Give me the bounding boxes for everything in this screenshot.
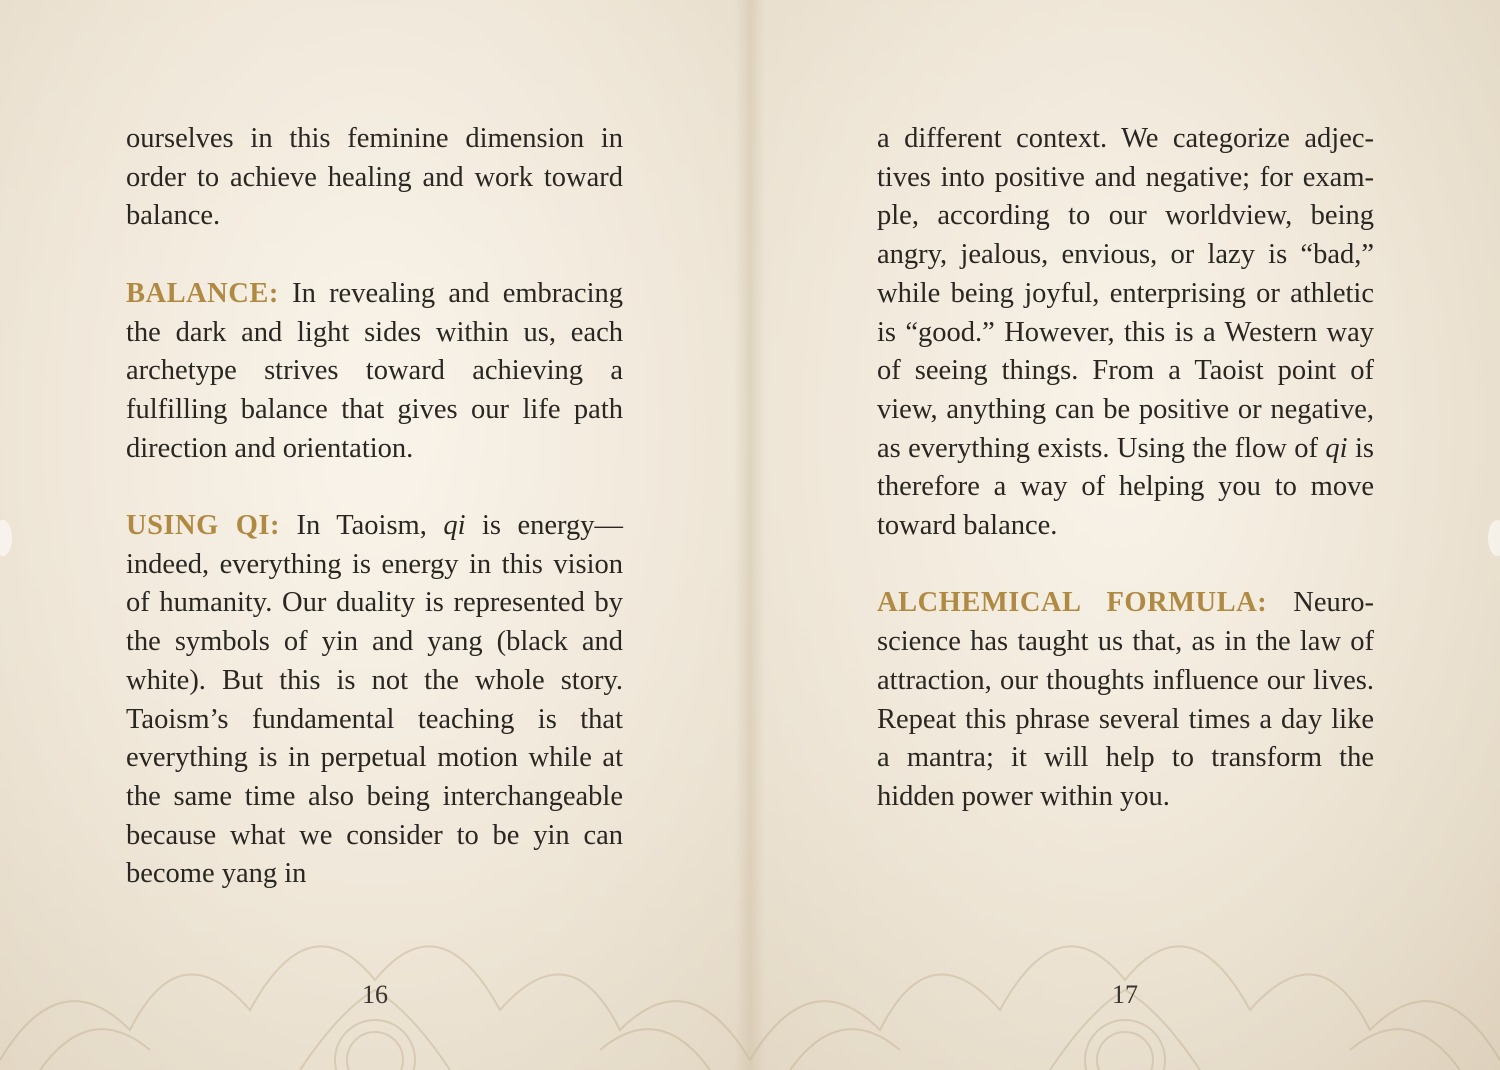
page-number-left: 16 — [362, 980, 388, 1009]
intro-paragraph: ourselves in this feminine dimension in order to achieve healing and work toward balance. — [126, 123, 623, 232]
page-number-right: 17 — [1112, 980, 1138, 1009]
right-text-block — [877, 120, 1374, 855]
using-qi-paragraph — [126, 507, 623, 894]
left-text-block — [126, 120, 623, 933]
page-notch — [1488, 520, 1500, 556]
using-qi-heading: USING QI: — [126, 510, 281, 541]
using-qi-italic: qi — [443, 510, 466, 541]
continuation-text-a: a different context. We categorize adjectives into positive and negative; for example, according to our worldview, being angry, jealous, envious, or lazy is “bad,” while being joyful, enterprising or athletic is “good.” However, this is a Western way of seeing things. From a Taoist point of view, anything can be positive or negative, as everything exists. Using the flow of — [877, 123, 1374, 464]
page-notch — [0, 520, 12, 556]
continuation-text-b: is therefore a way of helping you to move toward balance. — [877, 432, 1374, 542]
alchemical-text: Neuroscience has taught us that, as in the law of attraction, our thoughts influence our lives. Repeat this phrase several times a day like a mantra; it will help to transform the hidden power within you. — [877, 587, 1374, 812]
balance-paragraph — [126, 275, 623, 469]
continuation-italic: qi — [1325, 432, 1348, 464]
using-qi-text-a: In Taoism, — [280, 510, 444, 541]
alchemical-paragraph — [877, 584, 1374, 816]
alchemical-heading: ALCHEMICAL FORMULA: — [877, 587, 1268, 619]
right-page — [750, 0, 1500, 1070]
using-qi-text-b: is energy—indeed, everything is energy in this vision of humanity. Our duality is represented by the symbols of yin and yang (black and white). But this is not the whole story. Taoism’s fundamental teaching is that everything is in perpetual motion while at the same time also being interchangeable because what we consider to be yin can become yang in — [126, 510, 623, 890]
balance-text: In revealing and embracing the dark and light sides within us, each archetype strives toward achieving a fulfilling balance that gives our life path direction and orientation. — [126, 277, 623, 464]
book-gutter — [735, 0, 765, 1070]
continuation-paragraph — [877, 120, 1374, 546]
balance-heading: BALANCE: — [126, 277, 279, 309]
